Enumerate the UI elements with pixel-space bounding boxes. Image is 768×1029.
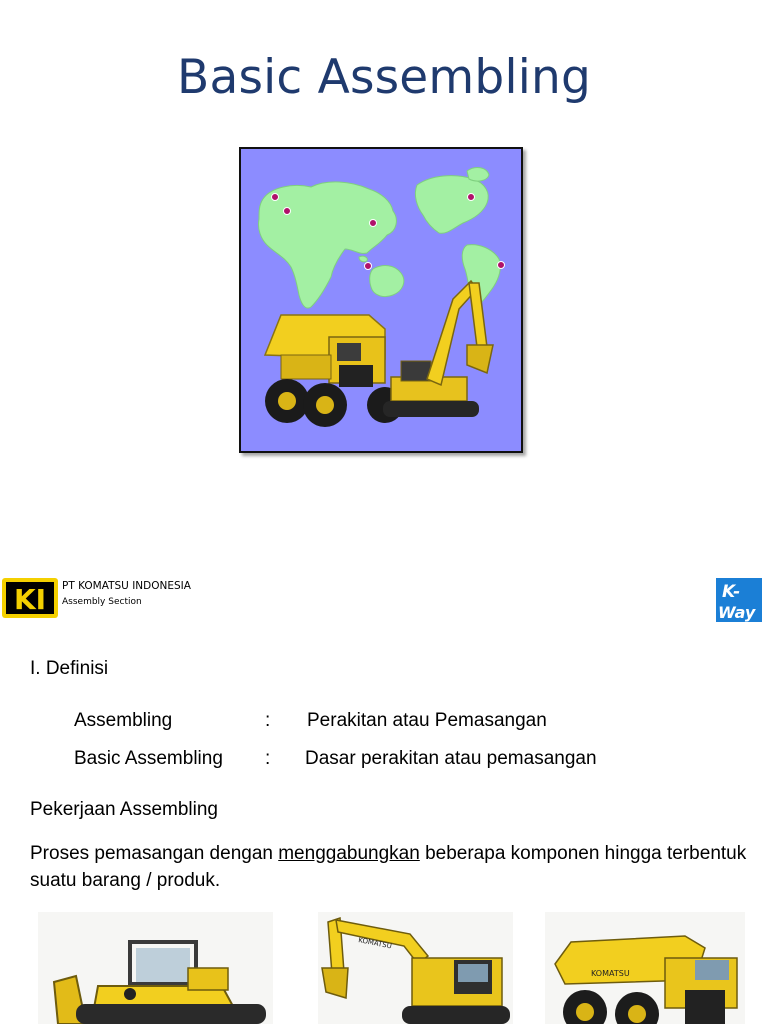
company-section: Assembly Section bbox=[62, 597, 142, 607]
logo-right-text-2: Way bbox=[718, 603, 756, 622]
work-heading: Pekerjaan Assembling bbox=[30, 799, 218, 820]
process-text-end: beberapa komponen hingga terbentuk suatu barang / produk. bbox=[30, 843, 747, 891]
company-name: PT KOMATSU INDONESIA bbox=[62, 580, 191, 592]
slide-title: Basic Assembling bbox=[177, 50, 591, 105]
definition-term: Basic Assembling bbox=[74, 748, 223, 769]
definition-heading: I. Definisi bbox=[30, 658, 109, 679]
svg-text:KOMATSU: KOMATSU bbox=[591, 969, 630, 978]
definition-term: Assembling bbox=[74, 710, 173, 731]
process-description bbox=[30, 840, 750, 894]
definition-colon: : bbox=[265, 710, 271, 731]
k-way-logo bbox=[716, 578, 762, 622]
dump-truck-photo bbox=[545, 912, 745, 1024]
logo-left-text: KI bbox=[13, 583, 47, 616]
process-underlined-word: menggabungkan bbox=[278, 843, 420, 864]
world-map-equipment-image bbox=[239, 147, 523, 453]
process-text-start: Proses pemasangan dengan bbox=[30, 843, 279, 864]
svg-text:KOMATSU: KOMATSU bbox=[357, 936, 393, 951]
definition-value: Dasar perakitan atau pemasangan bbox=[305, 748, 597, 769]
definition-value: Perakitan atau Pemasangan bbox=[307, 710, 547, 731]
bulldozer-photo bbox=[38, 912, 273, 1024]
logo-right-text-1: K- bbox=[722, 582, 741, 602]
komatsu-indonesia-logo bbox=[2, 578, 58, 618]
excavator-photo bbox=[318, 912, 513, 1024]
definition-colon: : bbox=[265, 748, 271, 769]
